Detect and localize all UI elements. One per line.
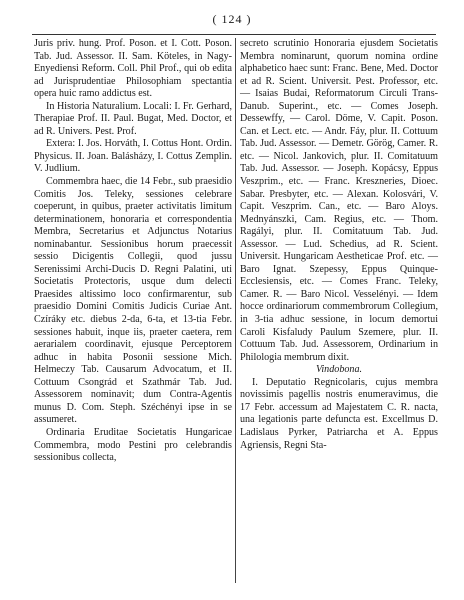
paragraph-extera: Extera: I. Jos. Horváth, I. Cottus Hont. Ordin. Physicus. II. Joan. Balásházy, I. Cottus Zemplin. V. Judlium.	[34, 138, 232, 175]
paragraph-jurisprudence: Juris priv. hung. Prof. Poson. et I. Cott. Poson. Tab. Jud. Assessor. II. Sam. Köteles, in Nagy-Enyediensi Reform. Coll. Phil Prof., qui ob edita ad Jurisprudentiae Philosophiam spectantia opera huic ramo addictus est.	[34, 38, 232, 100]
page-number: ( 124 )	[212, 12, 252, 26]
left-column	[34, 38, 232, 465]
paragraph-deputatio-regnicolaris: I. Deputatio Regnicolaris, cujus membra novissimis pagellis nostris enumeravimus, die 17 Febr. accessum ad Majestatem C. R. nacta, una legationis parte defuncta est. Excellmus D. Ladislaus Pyrker, Patriarcha et A. Eppus Agriensis, Regni Sta-	[240, 376, 438, 451]
paragraph-ordinaria-commembra: Ordinaria Eruditae Societatis Hungaricae Commembra, modo Pestini pro celebrandis sessionibus collecta,	[34, 426, 232, 464]
paragraph-historia-naturalium: In Historia Naturalium. Locali: I. Fr. Gerhard, Therapiae Prof. II. Paul. Bugat, Med. Doctor, et ad R. Univers. Pest. Prof.	[34, 100, 232, 137]
paragraph-honoraria-membra: secreto scrutinio Honoraria ejusdem Societatis Membra nominarunt, quorum nomina ordine alphabetico haec sunt: Franc. Bene, Med. Doctor et ad R. Scient. Universit. Pest. Professor, etc. — Isaias Budai, Reformatorum Circuli Trans-Danub. Superint., etc. — Comes Joseph. Dessewffy, — Carol. Döme, V. Capit. Poson. Can. et Lect. etc. — Andr. Fáy, plur. II. Cottuum Tab. Jud. Assessor. — Demetr. Görög, Camer. R. etc. — Nicol. Jankovich, plur. II. Comitatuum Tab. Jud. Assessor. — Joseph. Kopácsy, Eppus Veszprim., etc. — Franc. Kreszneries, Dioec. Sabar. Presbyter, etc. — Alexan. Kolosvári, V. Capit. Veszprim. Can., etc. — Baro Aloys. Mednyánszki, Cam. Regius, etc. — Thom. Ragályi, plur. II. Comitatuum Tab. Jud. Assessor. — Lud. Schedius, ad R. Scient. Universit. Hungaricam Aestheticae Prof. etc. — Baro Ignat. Szepessy, Eppus Quinque-Ecclesiensis, etc. — Comes Franc. Teleky, Camer. R. — Baro Nicol. Vesselényi. — Idem hocce ordinariorum commembrorum Collegium, in 3-tia adhuc sessione, in locum demortui Caroli Kisfaludy Paulum Szemere, plur. II. Cottuum Tab. Jud. Assessorem, Ordinarium in Philologia membrum dixit.	[240, 38, 438, 363]
section-heading-vindobona: Vindobona.	[315, 364, 363, 376]
right-column	[240, 38, 438, 452]
header-rule	[32, 34, 436, 35]
column-divider	[235, 38, 236, 583]
paragraph-commembra-sessions: Commembra haec, die 14 Febr., sub praesidio Comitis Jos. Teleky, sessiones celebrare coeperunt, in quibus, praeter activitatis limitum determinationem, honoraria et correspondentia Membra, Secretarius et Adjunctus Notarius nominabantur. Sessionibus horum praecessit sessio Dicigentis Collegii, quod jussu Serenissimi Archi-Ducis D. Regni Palatini, uti Societatis Protectoris, usque dum delecti Praesides altissimo loco confirmarentur, sub praesidio Domini Comitis Judicis Curiae Ant. Czíráky etc. diebus 2-da, 6-ta, et 13-tia Febr. sessiones habuit, inque iis, praeter caetera, rem aerarialem coordinavit, ejusque Perceptorem adhuc in habita Posonii sessione Mich. Helmeczy Tab. Causarum Advocatum, et II. Cottuum Csongrád et Szathmár Tab. Jud. Assessorem nominavit; dum Contra-Agentis munus D. Com. Steph. Széchényi ipse in se assumeret.	[34, 176, 232, 426]
